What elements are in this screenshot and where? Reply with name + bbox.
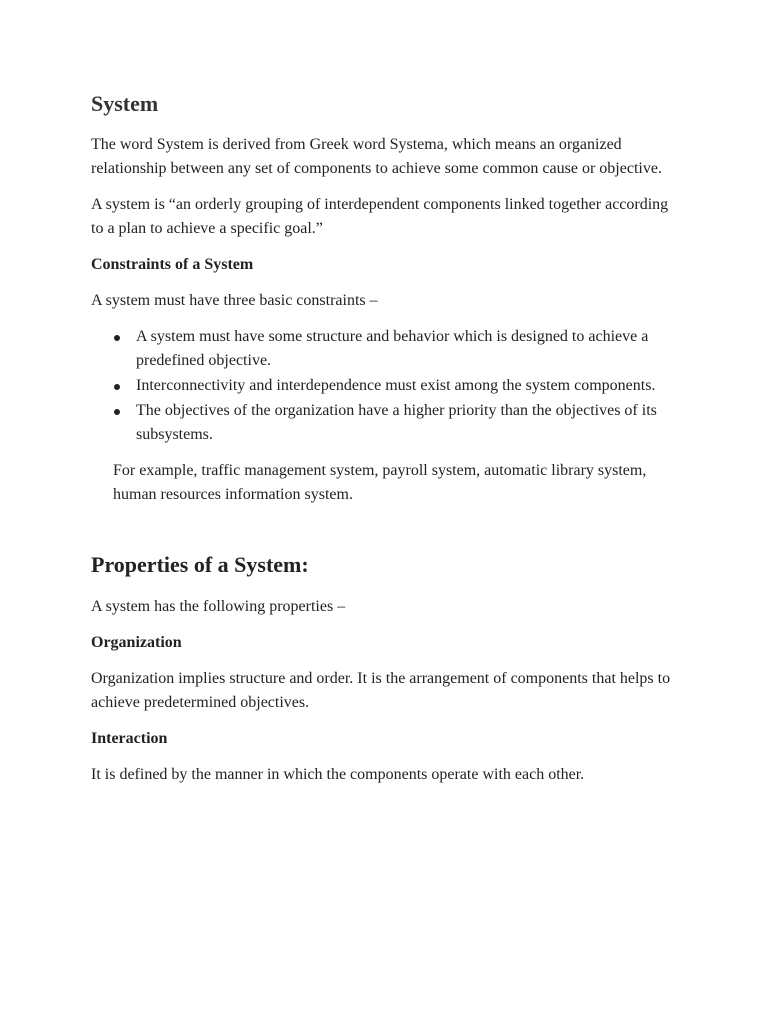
properties-intro: A system has the following properties – bbox=[91, 597, 346, 615]
bullet-icon bbox=[114, 409, 120, 415]
constraints-list bbox=[91, 325, 678, 447]
system-definition-paragraph: The word System is derived from Greek word Systema, which means an organized relationship between any set of components to achieve some common cause or objective. bbox=[91, 136, 662, 178]
organization-heading: Organization bbox=[91, 633, 182, 651]
bullet-icon bbox=[114, 335, 120, 341]
interaction-heading: Interaction bbox=[91, 729, 168, 747]
interaction-paragraph: It is defined by the manner in which the components operate with each other. bbox=[91, 765, 585, 783]
organization-paragraph: Organization implies structure and order. It is the arrangement of components that helps to achieve predetermined objectives. bbox=[91, 669, 671, 711]
list-item bbox=[114, 325, 678, 373]
list-item-text: Interconnectivity and interdependence must exist among the system components. bbox=[136, 377, 656, 395]
example-paragraph: For example, traffic management system, payroll system, automatic library system, human resources information system. bbox=[113, 462, 647, 504]
section-title-system: System bbox=[91, 91, 159, 116]
bullet-icon bbox=[114, 384, 120, 390]
constraints-intro: A system must have three basic constraints – bbox=[91, 292, 378, 310]
system-quote-paragraph: A system is “an orderly grouping of interdependent components linked together according to a plan to achieve a specific goal.” bbox=[91, 196, 669, 238]
list-item-text: The objectives of the organization have a higher priority than the objectives of its subsystems. bbox=[136, 402, 657, 444]
list-item bbox=[114, 374, 678, 398]
list-item bbox=[114, 399, 678, 447]
constraints-heading: Constraints of a System bbox=[91, 256, 254, 274]
section-spacer bbox=[91, 519, 678, 552]
section-title-properties: Properties of a System: bbox=[91, 552, 309, 578]
list-item-text: A system must have some structure and behavior which is designed to achieve a predefined objective. bbox=[136, 328, 649, 370]
